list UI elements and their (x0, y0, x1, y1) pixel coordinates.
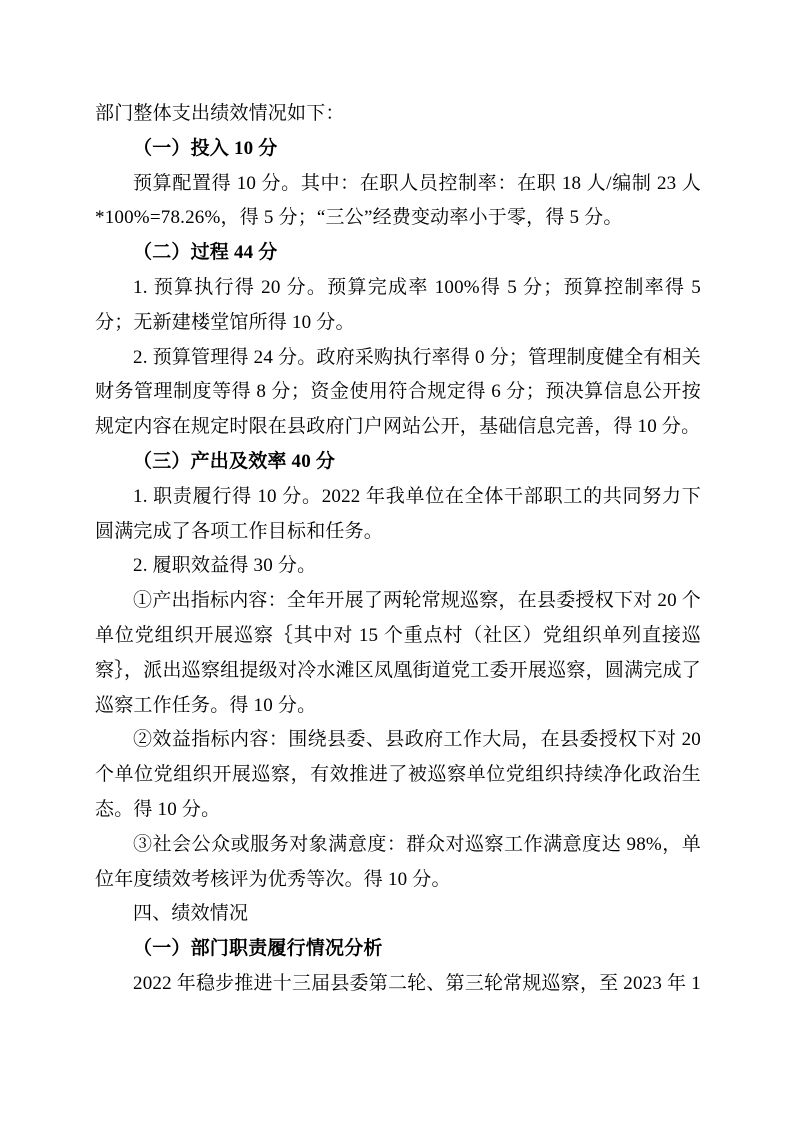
heading-duty-fulfillment-analysis: （一）部门职责履行情况分析 (133, 938, 383, 960)
paragraph-section-4-performance: 四、绩效情况 (133, 903, 249, 925)
heading-input-score: （一）投入 10 分 (133, 137, 278, 159)
heading-output-efficiency-score: （三）产出及效率 40 分 (133, 450, 336, 472)
paragraph-budget-allocation: 预算配置得 10 分。其中：在职人员控制率：在职 18 人/编制 23 人*100%=78.26%，得 5 分；“三公”经费变动率小于零，得 5 分。 (95, 172, 701, 229)
paragraph-public-satisfaction: ③社会公众或服务对象满意度：群众对巡察工作满意度达 98%，单位年度绩效考核评为优秀等次。得 10 分。 (95, 833, 701, 890)
paragraph-budget-execution: 1. 预算执行得 20 分。预算完成率 100%得 5 分；预算控制率得 5 分；无新建楼堂馆所得 10 分。 (95, 276, 701, 333)
paragraph-duty-performance: 1. 职责履行得 10 分。2022 年我单位在全体干部职工的共同努力下圆满完成了各项工作目标和任务。 (95, 485, 701, 542)
paragraph-2022-inspection-progress: 2022 年稳步推进十三届县委第二轮、第三轮常规巡察，至 2023 年 1 (133, 972, 701, 994)
paragraph-duty-benefit: 2. 履职效益得 30 分。 (133, 555, 317, 577)
heading-process-score: （二）过程 44 分 (133, 242, 278, 264)
paragraph-output-indicator: ①产出指标内容：全年开展了两轮常规巡察，在县委授权下对 20 个单位党组织开展巡察｛其中对 15 个重点村（社区）党组织单列直接巡察｝，派出巡察组提级对冷水滩区凤凰街道党工委开展巡察，圆满完成了巡察工作任务。得 10 分。 (95, 590, 701, 716)
paragraph-overall-performance-intro: 部门整体支出绩效情况如下： (95, 103, 345, 124)
document-text-block (95, 97, 701, 1002)
paragraph-benefit-indicator: ②效益指标内容：围绕县委、县政府工作大局，在县委授权下对 20 个单位党组织开展巡察，有效推进了被巡察单位党组织持续净化政治生态。得 10 分。 (95, 729, 701, 820)
paragraph-budget-management: 2. 预算管理得 24 分。政府采购执行率得 0 分；管理制度健全有相关财务管理制度等得 8 分；资金使用符合规定得 6 分；预决算信息公开按规定内容在规定时限在县政府门户网站公开，基础信息完善，得 10 分。 (95, 346, 701, 438)
